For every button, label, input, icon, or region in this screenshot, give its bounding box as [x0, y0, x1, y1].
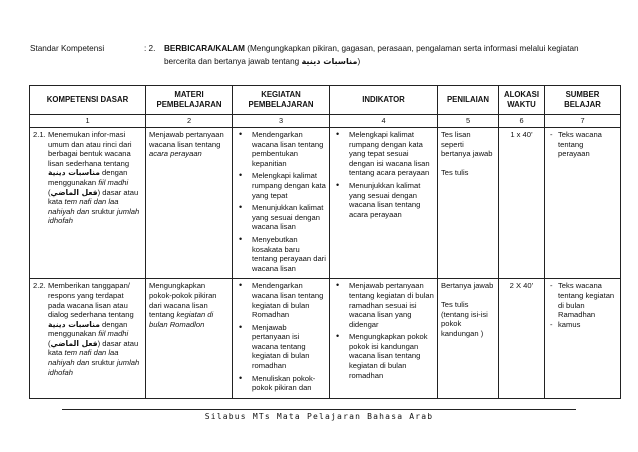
- table-row: [30, 128, 621, 279]
- standar-kompetensi-number: : 2.: [144, 44, 156, 53]
- kd-text: [48, 281, 142, 377]
- kd-text-f: sruktur: [89, 206, 117, 216]
- kd-text-c: (: [48, 187, 51, 197]
- kd-text-a: Memberikan tanggapan/ respons yang terdapat pada wacana lisan atau dialog sederhana tentang: [48, 281, 134, 320]
- kd-arabic: مناسبات دينية: [48, 319, 100, 329]
- header-alokasi-waktu: ALOKASI WAKTU: [499, 86, 545, 115]
- kd-jumlah-idhofah: jumlah idhofah: [48, 206, 140, 226]
- materi-text: Mengungkapkan pokok-pokok pikiran dari wacana lisan tentang: [149, 281, 217, 320]
- kegiatan-item: • Menunjukkan kalimat yang sesuai dengan wacana lisan: [236, 203, 326, 232]
- indikator-cell: [330, 128, 438, 279]
- footer-divider: [62, 409, 576, 410]
- column-number: 7: [545, 115, 621, 128]
- penilaian-cell: [438, 279, 499, 399]
- kegiatan-item: • Menuliskan pokok-pokok pikiran dan: [236, 374, 326, 393]
- indikator-item: • Mengungkapkan pokok pokok isi kandungan wacana lisan tentang kegiatan di bulan romadhan: [333, 332, 434, 380]
- alokasi-waktu-cell: 1 x 40’: [499, 128, 545, 279]
- materi-cell: [146, 128, 233, 279]
- header-sumber-belajar: SUMBER BELAJAR: [545, 86, 621, 115]
- page-footer: [0, 412, 638, 421]
- indikator-item: • Menunjukkan kalimat yang sesuai dengan wacana lisan tentang acara perayaan: [333, 181, 434, 219]
- penilaian-cell: [438, 128, 499, 279]
- kd-text: [48, 130, 142, 226]
- materi-cell: [146, 279, 233, 399]
- arabic-topic: مناسبات دينية: [301, 56, 358, 66]
- header-indikator: INDIKATOR: [330, 86, 438, 115]
- kd-text-c: (: [48, 338, 51, 348]
- kd-text-d: ) dasar atau kata: [48, 187, 139, 207]
- kd-nafi-nahiyah: tem nafi dan laa nahiyah dan: [48, 348, 119, 368]
- kegiatan-item: • Mendengarkan wacana lisan tentang kegiatan di bulan Romadhan: [236, 281, 326, 319]
- footer-text: Silabus MTs Mata Pelajaran Bahasa Arab: [204, 412, 434, 421]
- skill-title: BERBICARA/KALAM: [164, 44, 245, 53]
- penilaian-item: Tes lisan seperti bertanya jawab: [441, 130, 493, 159]
- syllabus-table: [29, 85, 621, 399]
- kd-fiil-madhi: fiil madhi: [98, 177, 129, 187]
- kd-text-d: ) dasar atau kata: [48, 338, 139, 358]
- materi-topic: acara perayaan: [149, 149, 202, 159]
- column-number: 6: [499, 115, 545, 128]
- indikator-cell: [330, 279, 438, 399]
- kd-text-b: dengan menggunakan: [48, 319, 128, 339]
- indikator-item: • Menjawab pertanyaan tentang kegiatan di bulan ramadhan sesuai isi wacana lisan yang didengar: [333, 281, 434, 329]
- kd-text-f: sruktur: [89, 358, 117, 368]
- kompetensi-dasar-cell: [30, 128, 146, 279]
- sumber-belajar-cell: [545, 279, 621, 399]
- sumber-item: - kamus: [548, 320, 617, 330]
- kegiatan-cell: [233, 279, 330, 399]
- materi-topic: kegiatan di bulan Romadlon: [149, 310, 214, 329]
- kd-text-b: dengan menggunakan: [48, 168, 128, 187]
- kompetensi-dasar-cell: [30, 279, 146, 399]
- kegiatan-cell: [233, 128, 330, 279]
- kd-arabic: مناسبات دينية: [48, 168, 100, 178]
- table-header-row: [30, 86, 621, 115]
- kegiatan-item: • Menjawab pertanyaan isi wacana tentang kegiatan di bulan romadhan: [236, 323, 326, 371]
- column-number: 4: [330, 115, 438, 128]
- column-number-row: [30, 115, 621, 128]
- materi-text: Menjawab pertanyaan wacana lisan tentang: [149, 130, 224, 149]
- kd-arabic-2: فعل الماضي: [50, 338, 98, 348]
- column-number: 1: [30, 115, 146, 128]
- penilaian-item: Tes tulis (tentang isi-isi pokok kandungan ): [441, 299, 488, 338]
- skill-description-line2: bercerita dan bertanya jawab tentang: [164, 57, 302, 66]
- penilaian-item: Bertanya jawab: [441, 281, 494, 291]
- column-number: 3: [233, 115, 330, 128]
- sumber-item: - Teks wacana tentang perayaan: [548, 130, 617, 159]
- kd-number: 2.2.: [33, 281, 46, 291]
- kd-arabic-2: فعل الماضي: [50, 187, 98, 197]
- kegiatan-item: • Mendengarkan wacana lisan tentang pembentukan kepanitian: [236, 130, 326, 168]
- table-row: [30, 279, 621, 399]
- standar-kompetensi-text: [164, 42, 634, 68]
- sumber-item: - Teks wacana tentang kegiatan di bulan Ramadhan: [548, 281, 617, 319]
- penilaian-item: Tes tulis: [441, 167, 469, 177]
- kd-number: 2.1.: [33, 130, 46, 139]
- header-materi: MATERI PEMBELAJARAN: [146, 86, 233, 115]
- header-kompetensi-dasar: KOMPETENSI DASAR: [30, 86, 146, 115]
- skill-description-close: ): [357, 57, 361, 66]
- header-kegiatan: KEGIATAN PEMBELAJARAN: [233, 86, 330, 115]
- kd-jumlah-idhofah: jumlah idhofah: [48, 358, 140, 377]
- indikator-item: • Melengkapi kalimat rumpang dengan kata yang tepat sesuai dengan isi wacana lisan tentang acara perayaan: [333, 130, 434, 178]
- kd-text-a: Menemukan infor-masi umum dan atau rinci dari berbagai bentuk wacana lisan sederhana tentang: [48, 130, 132, 168]
- header-penilaian: PENILAIAN: [438, 86, 499, 115]
- kegiatan-item: • Melengkapi kalimat rumpang dengan kata yang tepat: [236, 171, 326, 200]
- kd-fiil-madhi: fiil madhi: [98, 329, 129, 339]
- skill-description-line1: (Mengungkapkan pikiran, gagasan, perasaan, pengalaman serta informasi melalui kegiatan: [244, 44, 579, 53]
- column-number: 5: [438, 115, 499, 128]
- column-number: 2: [146, 115, 233, 128]
- standar-kompetensi-label: Standar Kompetensi: [30, 44, 105, 53]
- sumber-belajar-cell: [545, 128, 621, 279]
- alokasi-waktu-cell: 2 X 40’: [499, 279, 545, 399]
- kegiatan-item: • Menyebutkan kosakata baru tentang perayaan dari wacana lisan: [236, 235, 326, 273]
- kd-nafi-nahiyah: tem nafi dan laa nahiyah dan: [48, 197, 119, 216]
